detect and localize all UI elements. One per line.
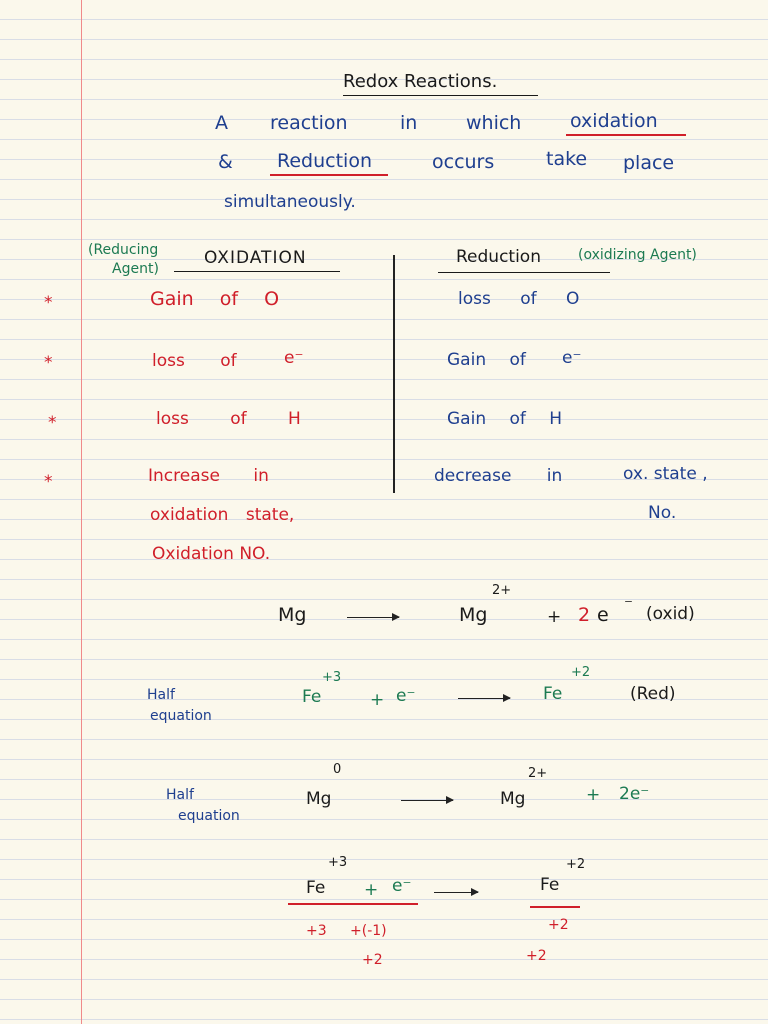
eq3-electrons: 2e⁻ xyxy=(619,784,650,804)
reduction-header-underline xyxy=(438,272,610,273)
eq1-arrow xyxy=(347,617,399,618)
eq4-product-fe: Fe xyxy=(540,875,560,895)
title-underline xyxy=(343,95,538,96)
eq2-product-fe: Fe xyxy=(543,684,563,704)
oxidation-loss-of-h: loss of H xyxy=(156,409,301,429)
eq2-label-equation: equation xyxy=(150,708,212,724)
eq1-product-mg: Mg xyxy=(459,604,488,626)
oxidation-increase-in: Increase in xyxy=(148,466,269,486)
eq3-label-equation: equation xyxy=(178,808,240,824)
eq4-calc-right: +2 xyxy=(548,917,569,933)
eq3-arrow xyxy=(401,800,453,801)
oxidizing-agent-note: (oxidizing Agent) xyxy=(578,247,697,263)
eq3-product-mg: Mg xyxy=(500,789,526,809)
definition-oxidation: oxidation xyxy=(570,110,658,132)
eq3-reactant-mg: Mg xyxy=(306,789,332,809)
reducing-agent-note: Agent) xyxy=(112,261,159,277)
eq4-calc-electron: +(-1) xyxy=(350,923,387,939)
oxidation-loss-of-electrons: loss of xyxy=(152,351,237,371)
eq3-reactant-charge: 0 xyxy=(333,762,342,777)
reducing-agent-note: (Reducing xyxy=(88,242,159,258)
eq3-plus: + xyxy=(586,785,601,805)
bullet-marker: * xyxy=(44,293,53,313)
reduction-header: Reduction xyxy=(456,247,541,267)
eq4-product-bracket xyxy=(530,906,580,908)
eq1-electron: e xyxy=(597,604,609,626)
eq4-electron: e⁻ xyxy=(392,876,412,896)
definition-reduction: Reduction xyxy=(277,150,372,172)
eq4-plus: + xyxy=(364,880,379,900)
oxidation-underline xyxy=(566,134,686,136)
reduction-loss-of-o: loss of O xyxy=(458,289,580,309)
reduction-gain-of-h: Gain of H xyxy=(447,409,563,429)
eq1-product-charge: 2+ xyxy=(492,583,512,598)
definition-word: place xyxy=(623,152,675,174)
reduction-number-text: No. xyxy=(648,503,677,523)
eq2-reactant-charge: +3 xyxy=(322,670,342,685)
definition-word: simultaneously. xyxy=(224,192,356,212)
eq4-arrow xyxy=(434,892,478,893)
eq1-reactant-mg: Mg xyxy=(278,604,307,626)
eq3-product-charge: 2+ xyxy=(528,766,548,781)
eq2-reactant-fe: Fe xyxy=(302,687,322,707)
definition-word: & xyxy=(218,151,233,173)
eq1-oxidation-note: (oxid) xyxy=(646,604,695,624)
bullet-marker: * xyxy=(44,353,53,373)
eq4-product-charge: +2 xyxy=(566,857,586,872)
oxidation-header: OXIDATION xyxy=(204,248,307,268)
eq4-reactant-fe: Fe xyxy=(306,878,326,898)
definition-word: take xyxy=(546,148,588,170)
eq2-plus: + xyxy=(370,690,385,710)
page-title: Redox Reactions. xyxy=(343,71,498,92)
eq1-coefficient: 2 xyxy=(578,604,591,626)
eq1-plus: + xyxy=(547,607,562,627)
eq4-reactant-charge: +3 xyxy=(328,855,348,870)
eq2-arrow xyxy=(458,698,510,699)
eq2-electron: e⁻ xyxy=(396,686,416,706)
bullet-marker: * xyxy=(44,472,53,492)
definition-word: A xyxy=(215,112,228,134)
definition-word: reaction xyxy=(270,112,348,134)
eq2-reduction-note: (Red) xyxy=(630,684,676,704)
reduction-underline xyxy=(270,174,388,176)
definition-word: which xyxy=(466,112,522,134)
oxidation-gain-of-o: Gain of O xyxy=(150,288,280,310)
eq1-electron-charge: ⁻ xyxy=(624,595,633,615)
bullet-marker: * xyxy=(48,413,57,433)
definition-word: occurs xyxy=(432,151,495,173)
reduction-gain-of-electrons: Gain of xyxy=(447,350,526,370)
eq4-calc-fe: +3 xyxy=(306,923,327,939)
reduction-electron-symbol: e⁻ xyxy=(562,348,582,368)
eq2-label-half: Half xyxy=(147,687,175,703)
eq2-product-charge: +2 xyxy=(571,665,591,680)
oxidation-electron-symbol: e⁻ xyxy=(284,348,304,368)
reduction-state-text: ox. state , xyxy=(623,464,708,484)
definition-word: in xyxy=(400,112,418,134)
eq4-reactant-bracket xyxy=(288,903,418,905)
oxidation-header-underline xyxy=(174,271,340,272)
eq4-calc-left-sum: +2 xyxy=(362,952,383,968)
reduction-decrease-in: decrease in xyxy=(434,466,563,486)
eq4-calc-right-sum: +2 xyxy=(526,948,547,964)
table-divider xyxy=(393,255,395,493)
notebook-margin-line xyxy=(81,0,82,1024)
oxidation-state-text: oxidation state, xyxy=(150,505,295,525)
oxidation-number-text: Oxidation NO. xyxy=(152,544,271,564)
eq3-label-half: Half xyxy=(166,787,194,803)
